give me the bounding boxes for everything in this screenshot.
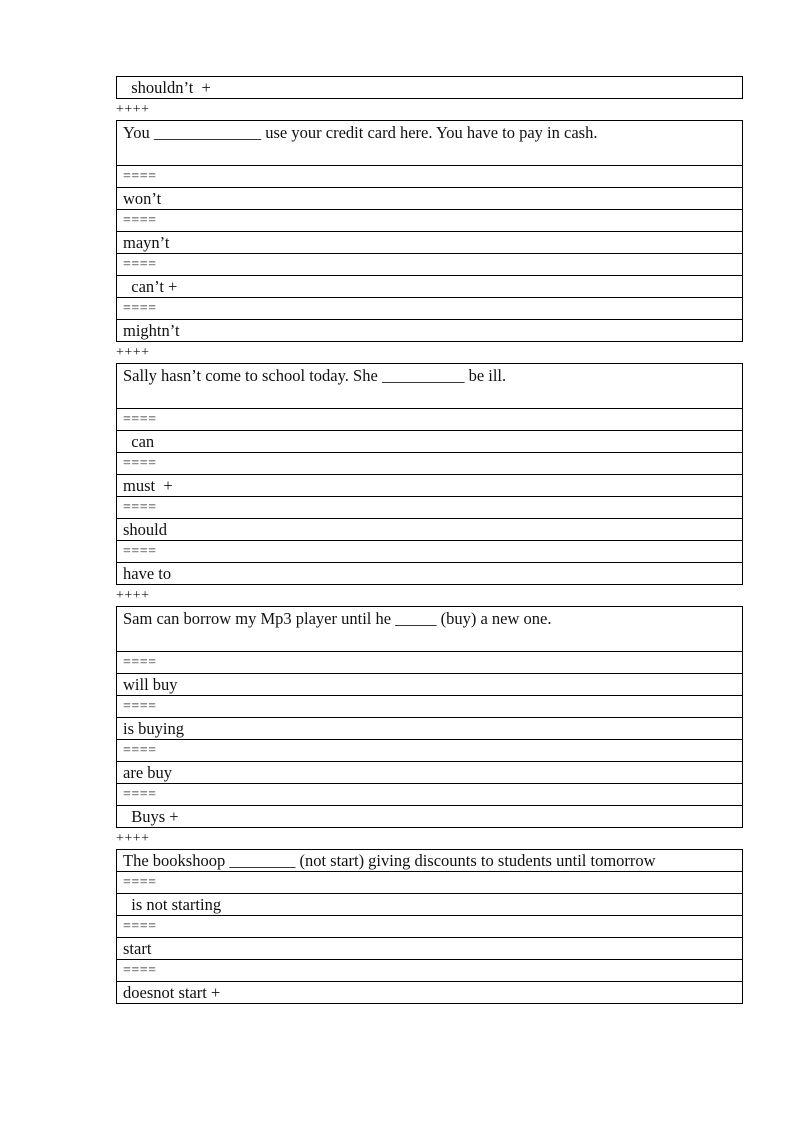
question-stem — [117, 121, 743, 166]
answer-option: can’t + — [117, 276, 743, 298]
answer-option: won’t — [117, 188, 743, 210]
option-separator: ==== — [117, 298, 743, 320]
stem-after: (buy) a new one. — [436, 609, 552, 628]
answer-option: must + — [117, 475, 743, 497]
prev-question-tail — [116, 76, 743, 99]
question-stem — [117, 850, 743, 872]
option-separator: ==== — [117, 210, 743, 232]
answer-option: start — [117, 938, 743, 960]
option-separator: ==== — [117, 740, 743, 762]
option-separator: ==== — [117, 541, 743, 563]
option-separator: ==== — [117, 166, 743, 188]
option-separator: ==== — [117, 784, 743, 806]
option-separator: ==== — [117, 453, 743, 475]
answer-option: is not starting — [117, 894, 743, 916]
option-separator: ==== — [117, 872, 743, 894]
stem-before: The bookshoop — [123, 851, 230, 870]
option-separator: ==== — [117, 409, 743, 431]
answer-option: are buy — [117, 762, 743, 784]
option-separator: ==== — [117, 254, 743, 276]
worksheet-page — [116, 76, 743, 1004]
option-separator: ==== — [117, 696, 743, 718]
block-separator: ++++ — [116, 345, 150, 360]
answer-option: doesnot start + — [117, 982, 743, 1004]
answer-option: will buy — [117, 674, 743, 696]
answer-option: shouldn’t + — [117, 77, 743, 99]
answer-option: is buying — [117, 718, 743, 740]
question-block-4 — [116, 849, 743, 1004]
option-separator: ==== — [117, 960, 743, 982]
stem-after: (not start) giving discounts to students until tomorrow — [295, 851, 656, 870]
answer-blank: _____________ — [153, 123, 262, 142]
question-block-3 — [116, 606, 743, 828]
answer-option: can — [117, 431, 743, 453]
question-stem — [117, 364, 743, 409]
answer-blank: __________ — [381, 366, 465, 385]
stem-after: use your credit card here. You have to pay in cash. — [261, 123, 598, 142]
question-block-1 — [116, 120, 743, 342]
answer-blank: _____ — [395, 609, 437, 628]
answer-option: should — [117, 519, 743, 541]
option-separator: ==== — [117, 652, 743, 674]
answer-blank: ________ — [229, 851, 296, 870]
block-separator: ++++ — [116, 588, 150, 603]
answer-option: mayn’t — [117, 232, 743, 254]
stem-before: You — [123, 123, 154, 142]
stem-before: Sally hasn’t come to school today. She — [123, 366, 382, 385]
answer-option: Buys + — [117, 806, 743, 828]
option-separator: ==== — [117, 497, 743, 519]
stem-after: be ill. — [464, 366, 507, 385]
question-stem — [117, 607, 743, 652]
question-block-2 — [116, 363, 743, 585]
stem-before: Sam can borrow my Mp3 player until he — [123, 609, 396, 628]
block-separator: ++++ — [116, 102, 150, 117]
block-separator: ++++ — [116, 831, 150, 846]
answer-option: mightn’t — [117, 320, 743, 342]
option-separator: ==== — [117, 916, 743, 938]
answer-option: have to — [117, 563, 743, 585]
